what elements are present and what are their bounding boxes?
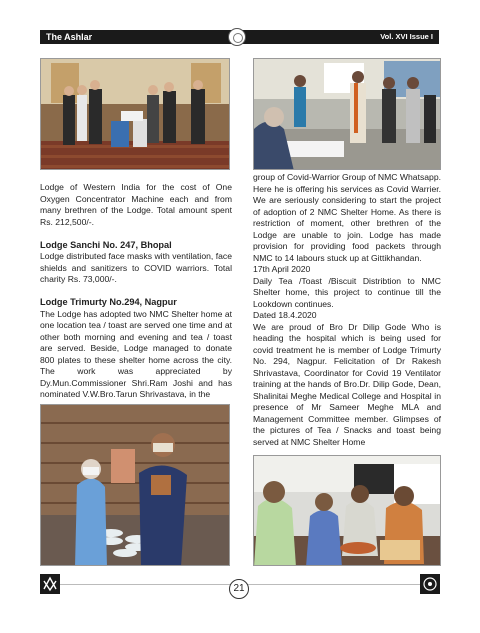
left-column-text [40,182,232,401]
lodge-sanchi-heading: Lodge Sanchi No. 247, Bhopal [40,239,172,250]
magazine-title: The Ashlar [46,32,93,42]
page-number: 21 [229,579,249,599]
date-april-17: 17th April 2020 [253,264,311,274]
photo-plates-donation [40,404,230,566]
photo-food-distribution [253,58,441,170]
masonic-emblem-right-icon [420,574,440,594]
lodge-sanchi-body: Lodge distributed face masks with ventilation, face shields and sanitizers to COVID warriors. Total charity Rs. 73,000/-. [40,251,232,284]
lodge-trimurty-heading: Lodge Trimurty No.294, Nagpur [40,297,177,307]
photo-shelter-cooking [253,455,441,566]
masonic-emblem-left-icon [40,574,60,594]
masonic-logo-icon [228,28,246,46]
right-column-text [253,172,441,448]
right-paragraph-2: Daily Tea /Toast /Biscuit Distribtion to NMC Shelter home, this project to continue till the Lookdown continues. [253,275,441,309]
photo-oxygen-concentrator-donation [40,58,230,170]
right-paragraph-1: group of Covid-Warrior Group of NMC Whatsapp. Here he is offering his services as Covid Warrier. We are seriously considering to start the project of adoption of 2 NMC Shelter Home. As there is restriction of moment, other brethren of the Lodge are unable to join. Lodge has made provision for providing food packets through NMC to 14 labours stuck up at Gittikhandan. [253,172,441,263]
date-april-18: Dated 18.4.2020 [253,310,317,320]
lodge-trimurty-body: The Lodge has adopted two NMC Shelter home at one location tea / toast are served one time and at other both morning and evening and tea / toast are served. Beside, Lodge managed to donate 800 plates to these shelter home across the city. The work was appreciated by Dy.Mun.Commissioner Shri.Ram Joshi and has nominated V.W.Bro.Tarun Shrivastava, in the [40,308,232,399]
issue-label: Vol. XVI Issue I [380,32,433,41]
intro-paragraph: Lodge of Western India for the cost of One Oxygen Concentrator Machine each and from many brethren of the Lodge. Total amount spent Rs. 212,500/-. [40,182,232,227]
right-paragraph-3: We are proud of Bro Dr Dilip Gode Who is heading the hospital which is being used for covid treatment he is member of Lodge Trimurty No. 294, Nagpur. Felicitation of Dr Rakesh Shrivastava, Coordinator for Covid 19 Ventilator training at the hands of Bro.Dr. Dilip Gode, Dean, Shalinitai Meghe Medical College and Hospital in presence of Mr Sameer Meghe MLA and Management Committee member. Glimpses of the pictures of Tea / Snacks and toast being served at NMC Shelter Home [253,321,441,447]
